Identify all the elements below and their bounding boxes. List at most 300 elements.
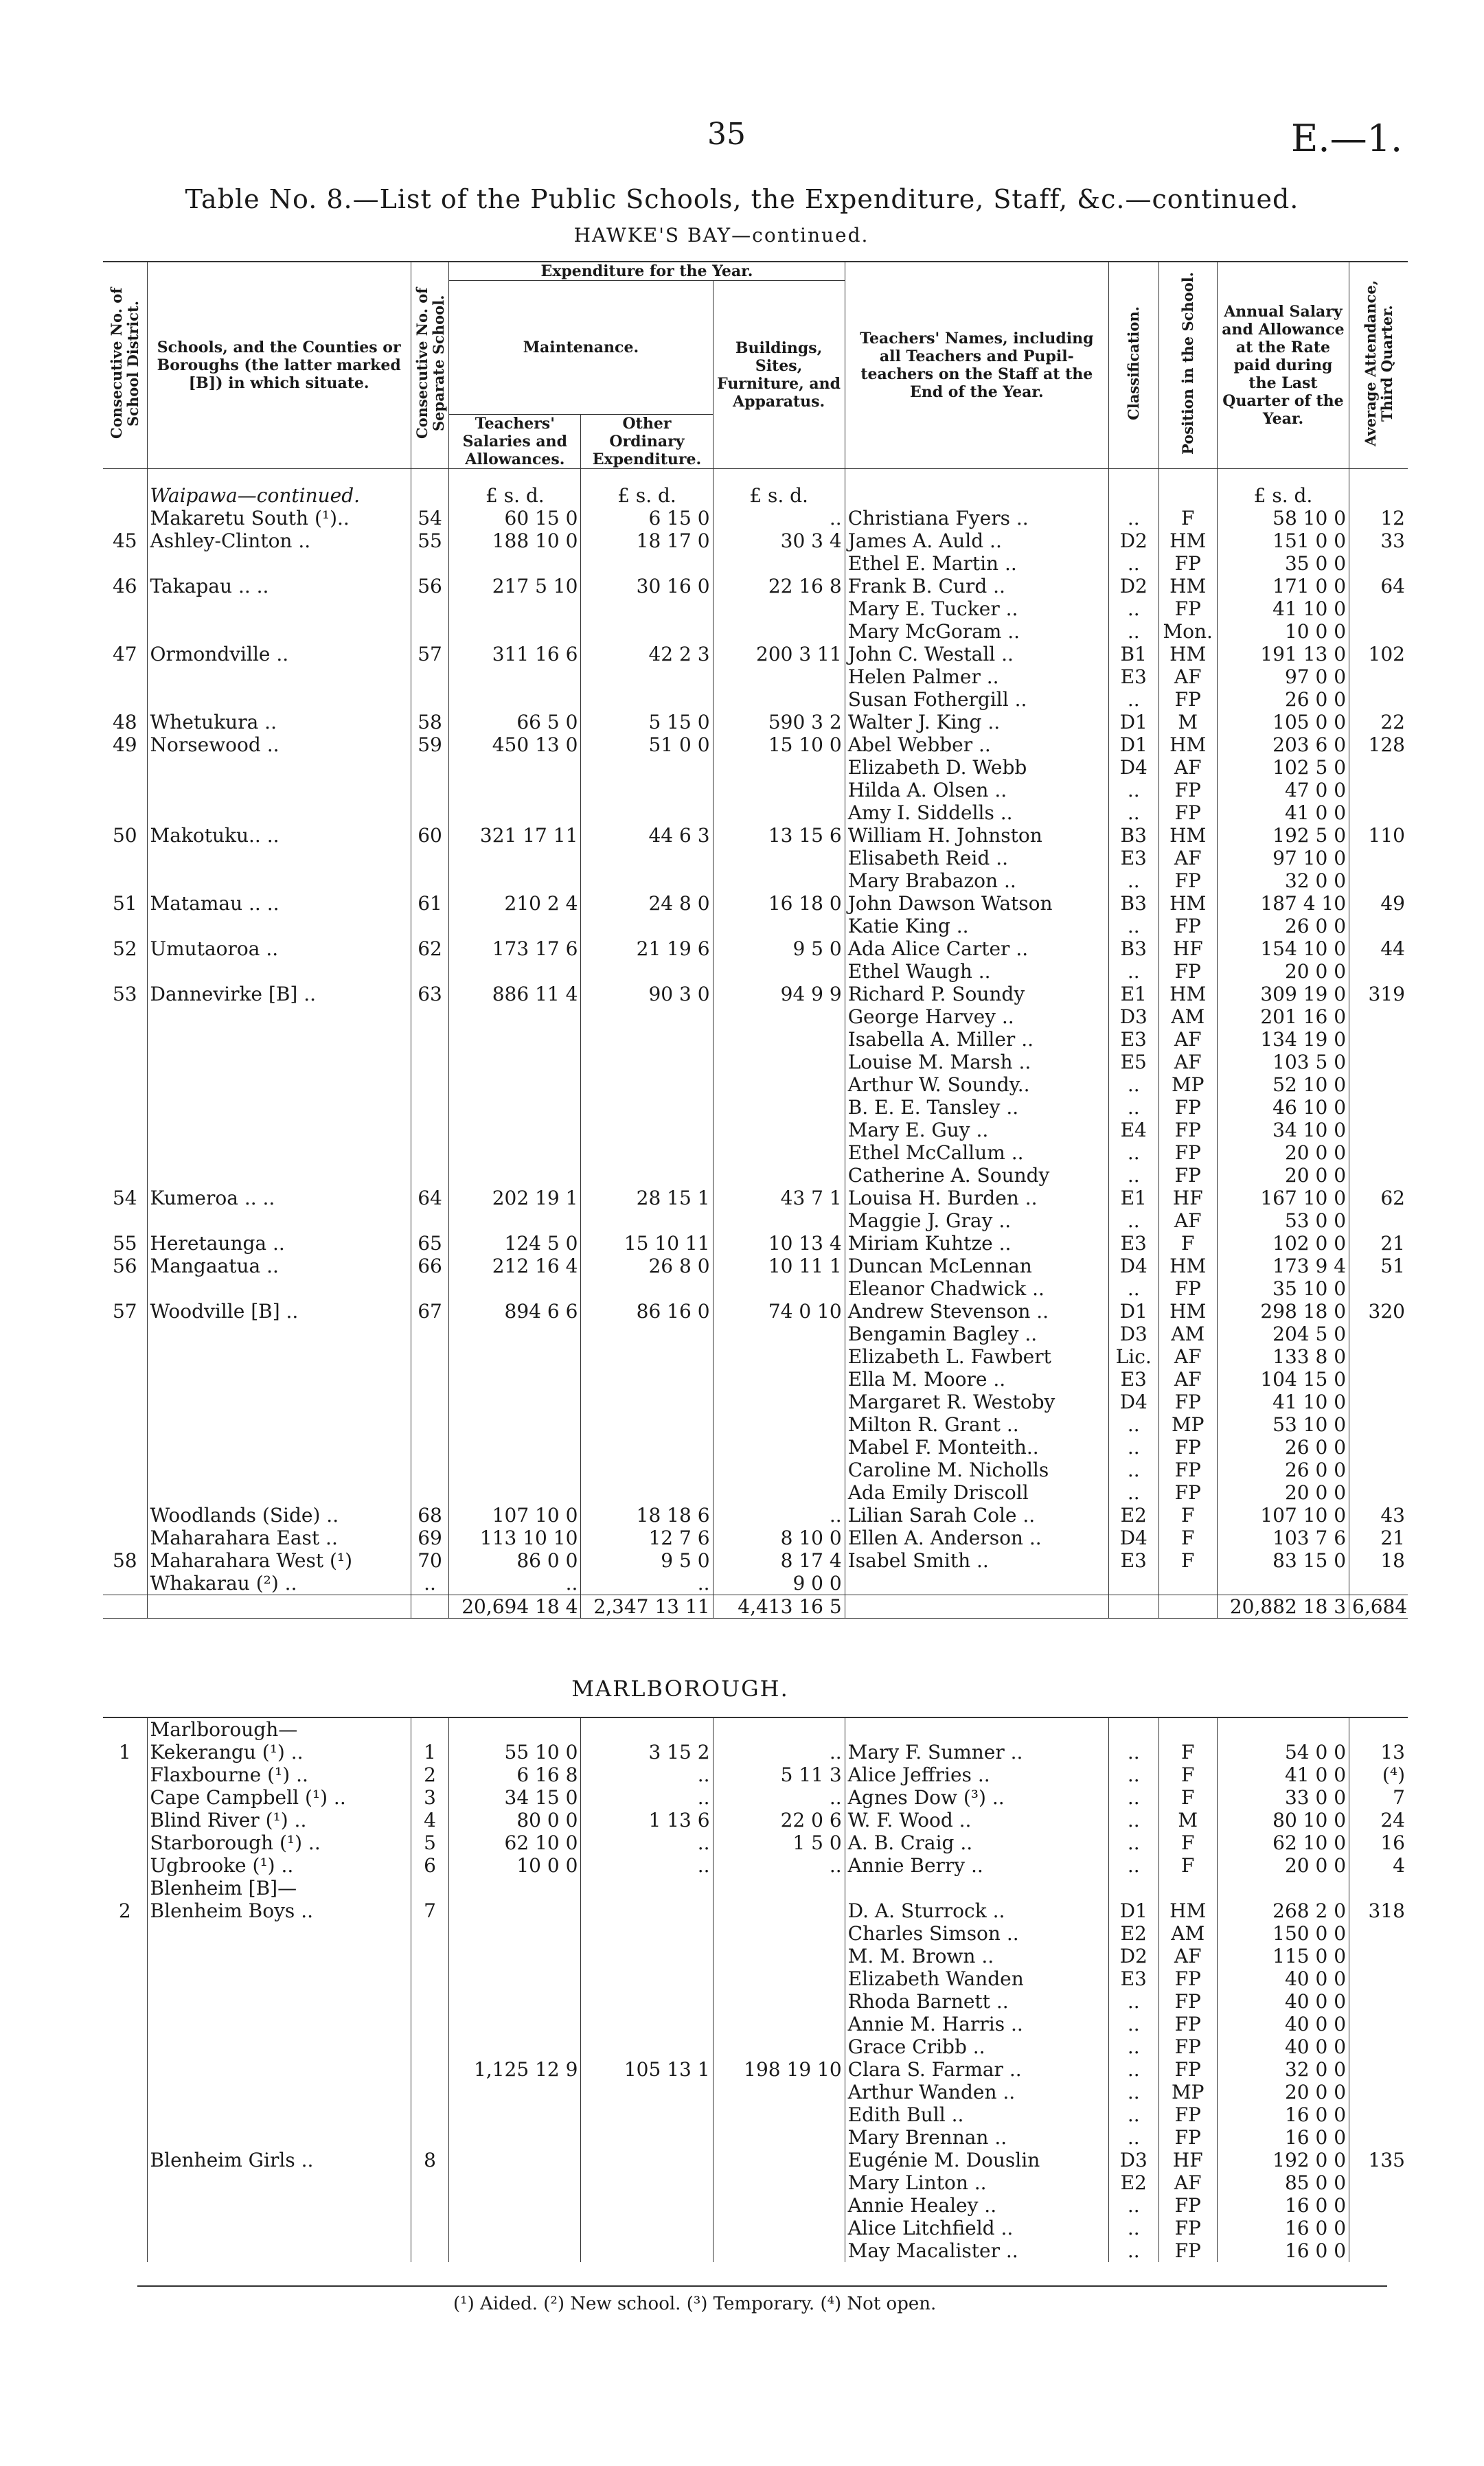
school-name	[147, 1413, 411, 1436]
school-name: Matamau .. ..	[147, 892, 411, 915]
teacher-name: Charles Simson ..	[845, 1922, 1108, 1945]
attendance: 320	[1349, 1300, 1408, 1323]
school-no	[411, 688, 449, 711]
annual-salary: 20 0 0	[1217, 1164, 1349, 1187]
district-no	[103, 1345, 147, 1368]
table-row	[103, 1717, 1408, 1741]
position: FP	[1158, 2035, 1217, 2058]
school-name	[147, 2035, 411, 2058]
other-expenditure: 105 13 1	[581, 2058, 713, 2081]
units-salaries: £ s. d.	[449, 484, 581, 507]
table-row	[103, 1786, 1408, 1809]
classification: ..	[1108, 1141, 1158, 1164]
district-no	[103, 756, 147, 779]
attendance: 22	[1349, 711, 1408, 733]
other-expenditure	[581, 2126, 713, 2149]
position: FP	[1158, 1967, 1217, 1990]
district-no	[103, 2194, 147, 2217]
district-no	[103, 847, 147, 869]
attendance: 7	[1349, 1786, 1408, 1809]
other-expenditure: ..	[581, 1763, 713, 1786]
classification: ..	[1108, 869, 1158, 892]
other-expenditure	[581, 1922, 713, 1945]
col-attendance: Average Attendance, Third Quarter.	[1349, 262, 1408, 469]
classification: E2	[1108, 1504, 1158, 1527]
teacher-name	[845, 1717, 1108, 1741]
other-expenditure	[581, 2081, 713, 2103]
teacher-name: Miriam Kuhtze ..	[845, 1232, 1108, 1255]
school-name: Blind River (¹) ..	[147, 1809, 411, 1831]
classification	[1108, 1572, 1158, 1595]
other-expenditure	[581, 1368, 713, 1391]
position: FP	[1158, 597, 1217, 620]
buildings: 22 16 8	[713, 575, 845, 597]
col-expenditure: Expenditure for the Year.	[449, 262, 845, 281]
school-no: 5	[411, 1831, 449, 1854]
buildings: 9 0 0	[713, 1572, 845, 1595]
position: HM	[1158, 575, 1217, 597]
classification: E3	[1108, 1368, 1158, 1391]
attendance: 43	[1349, 1504, 1408, 1527]
buildings	[713, 665, 845, 688]
buildings	[713, 960, 845, 983]
school-name	[147, 1436, 411, 1459]
position: FP	[1158, 2058, 1217, 2081]
district-no: 46	[112, 575, 137, 597]
district-no	[103, 620, 147, 643]
table-row	[103, 507, 1408, 529]
school-no	[411, 2013, 449, 2035]
classification	[1108, 1877, 1158, 1899]
salaries	[449, 1459, 581, 1481]
other-expenditure	[581, 1119, 713, 1141]
table-row	[103, 1967, 1408, 1990]
position	[1158, 1877, 1217, 1899]
teacher-name: Ada Alice Carter ..	[845, 937, 1108, 960]
position: HM	[1158, 1899, 1217, 1922]
annual-salary: 268 2 0	[1217, 1899, 1349, 1922]
salaries: 210 2 4	[449, 892, 581, 915]
buildings	[713, 1899, 845, 1922]
school-no	[411, 779, 449, 801]
attendance: 62	[1349, 1187, 1408, 1209]
table-row	[103, 2058, 1408, 2081]
salaries	[449, 1899, 581, 1922]
bottom-rule	[137, 2285, 1387, 2287]
salaries: 894 6 6	[449, 1300, 581, 1323]
district-no	[103, 1459, 147, 1481]
teacher-name: Eleanor Chadwick ..	[845, 1277, 1108, 1300]
other-expenditure	[581, 2217, 713, 2239]
position: F	[1158, 1527, 1217, 1549]
position: AF	[1158, 1028, 1217, 1051]
table-row	[103, 1504, 1408, 1527]
teacher-name: Elisabeth Reid ..	[845, 847, 1108, 869]
other-expenditure: 18 17 0	[581, 529, 713, 552]
school-no	[411, 1119, 449, 1141]
teacher-name: A. B. Craig ..	[845, 1831, 1108, 1854]
table-row	[103, 1073, 1408, 1096]
school-no	[411, 2171, 449, 2194]
salaries: 124 5 0	[449, 1232, 581, 1255]
attendance: 318	[1349, 1899, 1408, 1922]
position: FP	[1158, 801, 1217, 824]
classification: E3	[1108, 1028, 1158, 1051]
other-expenditure	[581, 960, 713, 983]
attendance: 16	[1349, 1831, 1408, 1854]
school-name	[147, 1005, 411, 1028]
salaries	[449, 1945, 581, 1967]
other-expenditure: 44 6 3	[581, 824, 713, 847]
district-no	[103, 1277, 147, 1300]
district-no	[103, 915, 147, 937]
school-no	[411, 1481, 449, 1504]
annual-salary: 35 0 0	[1217, 552, 1349, 575]
classification: B3	[1108, 892, 1158, 915]
position: HF	[1158, 2149, 1217, 2171]
position: F	[1158, 1232, 1217, 1255]
other-expenditure: 6 15 0	[581, 507, 713, 529]
table-row	[103, 1763, 1408, 1786]
school-name	[147, 2081, 411, 2103]
other-expenditure	[581, 688, 713, 711]
table-row	[103, 1051, 1408, 1073]
district-no	[103, 1368, 147, 1391]
position: FP	[1158, 2217, 1217, 2239]
school-no	[411, 960, 449, 983]
classification: E3	[1108, 1549, 1158, 1572]
units-row	[103, 484, 1408, 507]
classification: E3	[1108, 1232, 1158, 1255]
other-expenditure	[581, 2171, 713, 2194]
district-no: 52	[112, 937, 137, 960]
classification: ..	[1108, 1096, 1158, 1119]
school-name	[147, 1051, 411, 1073]
attendance	[1349, 1967, 1408, 1990]
table-row	[103, 801, 1408, 824]
school-name: Heretaunga ..	[147, 1232, 411, 1255]
annual-salary: 62 10 0	[1217, 1831, 1349, 1854]
school-no: 61	[411, 892, 449, 915]
table-row	[103, 643, 1408, 665]
buildings	[713, 1119, 845, 1141]
teacher-name: Walter J. King ..	[845, 711, 1108, 733]
school-name	[147, 1345, 411, 1368]
position: FP	[1158, 1119, 1217, 1141]
classification: ..	[1108, 1073, 1158, 1096]
school-no: 70	[411, 1549, 449, 1572]
table-row	[103, 1899, 1408, 1922]
position: F	[1158, 1504, 1217, 1527]
salaries	[449, 1345, 581, 1368]
school-name	[147, 1481, 411, 1504]
district-no: 49	[112, 733, 137, 756]
annual-salary: 52 10 0	[1217, 1073, 1349, 1096]
attendance	[1349, 552, 1408, 575]
buildings	[713, 1945, 845, 1967]
district-no	[103, 779, 147, 801]
salaries: 86 0 0	[449, 1549, 581, 1572]
teacher-name: Mary Brennan ..	[845, 2126, 1108, 2149]
school-name: Makaretu South (¹)..	[147, 507, 411, 529]
school-name	[147, 1141, 411, 1164]
district-no	[103, 1527, 147, 1549]
teacher-name: Louise M. Marsh ..	[845, 1051, 1108, 1073]
school-name: Woodlands (Side) ..	[147, 1504, 411, 1527]
other-expenditure: 30 16 0	[581, 575, 713, 597]
district-no	[103, 688, 147, 711]
buildings	[713, 1141, 845, 1164]
teacher-name: Amy I. Siddells ..	[845, 801, 1108, 824]
teacher-name: Ethel E. Martin ..	[845, 552, 1108, 575]
school-no: 6	[411, 1854, 449, 1877]
other-expenditure	[581, 1945, 713, 1967]
buildings: 8 10 0	[713, 1527, 845, 1549]
district-no: 45	[112, 529, 137, 552]
other-expenditure: 86 16 0	[581, 1300, 713, 1323]
annual-salary: 10 0 0	[1217, 620, 1349, 643]
salaries	[449, 1277, 581, 1300]
other-expenditure	[581, 1345, 713, 1368]
school-name: Blenheim Girls ..	[147, 2149, 411, 2171]
salaries	[449, 1922, 581, 1945]
annual-salary: 34 10 0	[1217, 1119, 1349, 1141]
teacher-name: Margaret R. Westoby	[845, 1391, 1108, 1413]
school-name: Cape Campbell (¹) ..	[147, 1786, 411, 1809]
buildings	[713, 1877, 845, 1899]
buildings	[713, 1277, 845, 1300]
attendance	[1349, 1922, 1408, 1945]
annual-salary: 26 0 0	[1217, 915, 1349, 937]
other-expenditure: 90 3 0	[581, 983, 713, 1005]
school-no	[411, 1277, 449, 1300]
district-no	[103, 960, 147, 983]
position: MP	[1158, 1073, 1217, 1096]
annual-salary: 192 0 0	[1217, 2149, 1349, 2171]
position: FP	[1158, 779, 1217, 801]
classification: E3	[1108, 665, 1158, 688]
school-name: Dannevirke [B] ..	[147, 983, 411, 1005]
salaries	[449, 1877, 581, 1899]
page-number: 35	[707, 117, 746, 152]
school-name	[147, 2239, 411, 2262]
attendance	[1349, 1877, 1408, 1899]
classification: ..	[1108, 1854, 1158, 1877]
other-expenditure	[581, 2013, 713, 2035]
annual-salary	[1217, 1572, 1349, 1595]
table-row	[103, 733, 1408, 756]
district-no	[103, 1481, 147, 1504]
table-row	[103, 2081, 1408, 2103]
school-name: Marlborough—	[147, 1717, 411, 1741]
annual-salary: 104 15 0	[1217, 1368, 1349, 1391]
table-row	[103, 1005, 1408, 1028]
salaries: 188 10 0	[449, 529, 581, 552]
district-no: 57	[112, 1300, 137, 1323]
buildings	[713, 1481, 845, 1504]
buildings: 15 10 0	[713, 733, 845, 756]
other-expenditure	[581, 801, 713, 824]
attendance	[1349, 1481, 1408, 1504]
table-row	[103, 1368, 1408, 1391]
district-no	[103, 2103, 147, 2126]
attendance	[1349, 2103, 1408, 2126]
classification: B3	[1108, 824, 1158, 847]
position	[1158, 1717, 1217, 1741]
table-row	[103, 2149, 1408, 2171]
position: FP	[1158, 915, 1217, 937]
district-no	[103, 665, 147, 688]
classification: D3	[1108, 1323, 1158, 1345]
other-expenditure	[581, 847, 713, 869]
attendance	[1349, 688, 1408, 711]
school-name	[147, 1209, 411, 1232]
teacher-name: Ethel Waugh ..	[845, 960, 1108, 983]
classification: ..	[1108, 2035, 1158, 2058]
buildings: 9 5 0	[713, 937, 845, 960]
school-name	[147, 2103, 411, 2126]
classification: D1	[1108, 733, 1158, 756]
table-row	[103, 1459, 1408, 1481]
school-name	[147, 779, 411, 801]
classification: E4	[1108, 1119, 1158, 1141]
annual-salary: 32 0 0	[1217, 2058, 1349, 2081]
classification: ..	[1108, 1831, 1158, 1854]
table-row	[103, 2035, 1408, 2058]
other-expenditure	[581, 1877, 713, 1899]
attendance	[1349, 1323, 1408, 1345]
buildings	[713, 688, 845, 711]
teacher-name: Richard P. Soundy	[845, 983, 1108, 1005]
position: FP	[1158, 1990, 1217, 2013]
table-row	[103, 2013, 1408, 2035]
salaries	[449, 1051, 581, 1073]
attendance	[1349, 1277, 1408, 1300]
classification: ..	[1108, 801, 1158, 824]
school-no	[411, 756, 449, 779]
classification: D2	[1108, 1945, 1158, 1967]
other-expenditure	[581, 2035, 713, 2058]
buildings: 16 18 0	[713, 892, 845, 915]
school-no	[411, 1990, 449, 2013]
district-no	[103, 1990, 147, 2013]
classification: B3	[1108, 937, 1158, 960]
attendance	[1349, 1051, 1408, 1073]
school-name: Woodville [B] ..	[147, 1300, 411, 1323]
buildings	[713, 1096, 845, 1119]
classification: ..	[1108, 1436, 1158, 1459]
salaries: 113 10 10	[449, 1527, 581, 1549]
district-no	[103, 869, 147, 892]
school-no: 69	[411, 1527, 449, 1549]
district-no	[103, 1051, 147, 1073]
other-expenditure	[581, 869, 713, 892]
buildings	[713, 597, 845, 620]
district-no	[103, 1073, 147, 1096]
teacher-name: Eugénie M. Douslin	[845, 2149, 1108, 2171]
district-no	[103, 1096, 147, 1119]
school-name	[147, 1945, 411, 1967]
col-district-no: Consecutive No. of School District.	[103, 262, 147, 469]
position: F	[1158, 1763, 1217, 1786]
position	[1158, 1572, 1217, 1595]
buildings	[713, 1717, 845, 1741]
school-name	[147, 756, 411, 779]
table-row	[103, 529, 1408, 552]
district-no	[103, 1436, 147, 1459]
other-expenditure	[581, 1028, 713, 1051]
school-no: 55	[411, 529, 449, 552]
position: HM	[1158, 643, 1217, 665]
other-expenditure: 18 18 6	[581, 1504, 713, 1527]
attendance	[1349, 1005, 1408, 1028]
school-no	[411, 1945, 449, 1967]
school-no	[411, 1323, 449, 1345]
table-row	[103, 1391, 1408, 1413]
school-no: 1	[411, 1741, 449, 1763]
school-no: 68	[411, 1504, 449, 1527]
position: M	[1158, 1809, 1217, 1831]
district-no	[103, 1717, 147, 1741]
school-no	[411, 1391, 449, 1413]
other-expenditure: ..	[581, 1854, 713, 1877]
annual-salary: 102 0 0	[1217, 1232, 1349, 1255]
school-name	[147, 801, 411, 824]
position: FP	[1158, 1459, 1217, 1481]
annual-salary: 20 0 0	[1217, 960, 1349, 983]
buildings	[713, 2126, 845, 2149]
table-row	[103, 1413, 1408, 1436]
buildings	[713, 1073, 845, 1096]
other-expenditure: 26 8 0	[581, 1255, 713, 1277]
table-row	[103, 892, 1408, 915]
school-no	[411, 1345, 449, 1368]
buildings	[713, 552, 845, 575]
salaries	[449, 1436, 581, 1459]
classification: ..	[1108, 552, 1158, 575]
attendance: 4	[1349, 1854, 1408, 1877]
school-name	[147, 1164, 411, 1187]
attendance: 102	[1349, 643, 1408, 665]
position: F	[1158, 507, 1217, 529]
annual-salary: 167 10 0	[1217, 1187, 1349, 1209]
salaries	[449, 1368, 581, 1391]
teacher-name: Ellen A. Anderson ..	[845, 1527, 1108, 1549]
teacher-name: William H. Johnston	[845, 824, 1108, 847]
other-expenditure	[581, 756, 713, 779]
salaries	[449, 869, 581, 892]
buildings: 10 13 4	[713, 1232, 845, 1255]
teacher-name: Annie Berry ..	[845, 1854, 1108, 1877]
table-row	[103, 665, 1408, 688]
salaries	[449, 1028, 581, 1051]
salaries	[449, 915, 581, 937]
school-no: 60	[411, 824, 449, 847]
annual-salary: 191 13 0	[1217, 643, 1349, 665]
annual-salary: 40 0 0	[1217, 1967, 1349, 1990]
teacher-name: Abel Webber ..	[845, 733, 1108, 756]
annual-salary: 134 19 0	[1217, 1028, 1349, 1051]
salaries: 80 0 0	[449, 1809, 581, 1831]
classification: ..	[1108, 2058, 1158, 2081]
buildings	[713, 2194, 845, 2217]
col-buildings: Buildings, Sites, Furniture, and Apparatus.	[713, 281, 845, 469]
salaries	[449, 2149, 581, 2171]
district-no	[103, 1945, 147, 1967]
district-no	[103, 1572, 147, 1595]
district-no	[103, 2013, 147, 2035]
other-expenditure: 3 15 2	[581, 1741, 713, 1763]
